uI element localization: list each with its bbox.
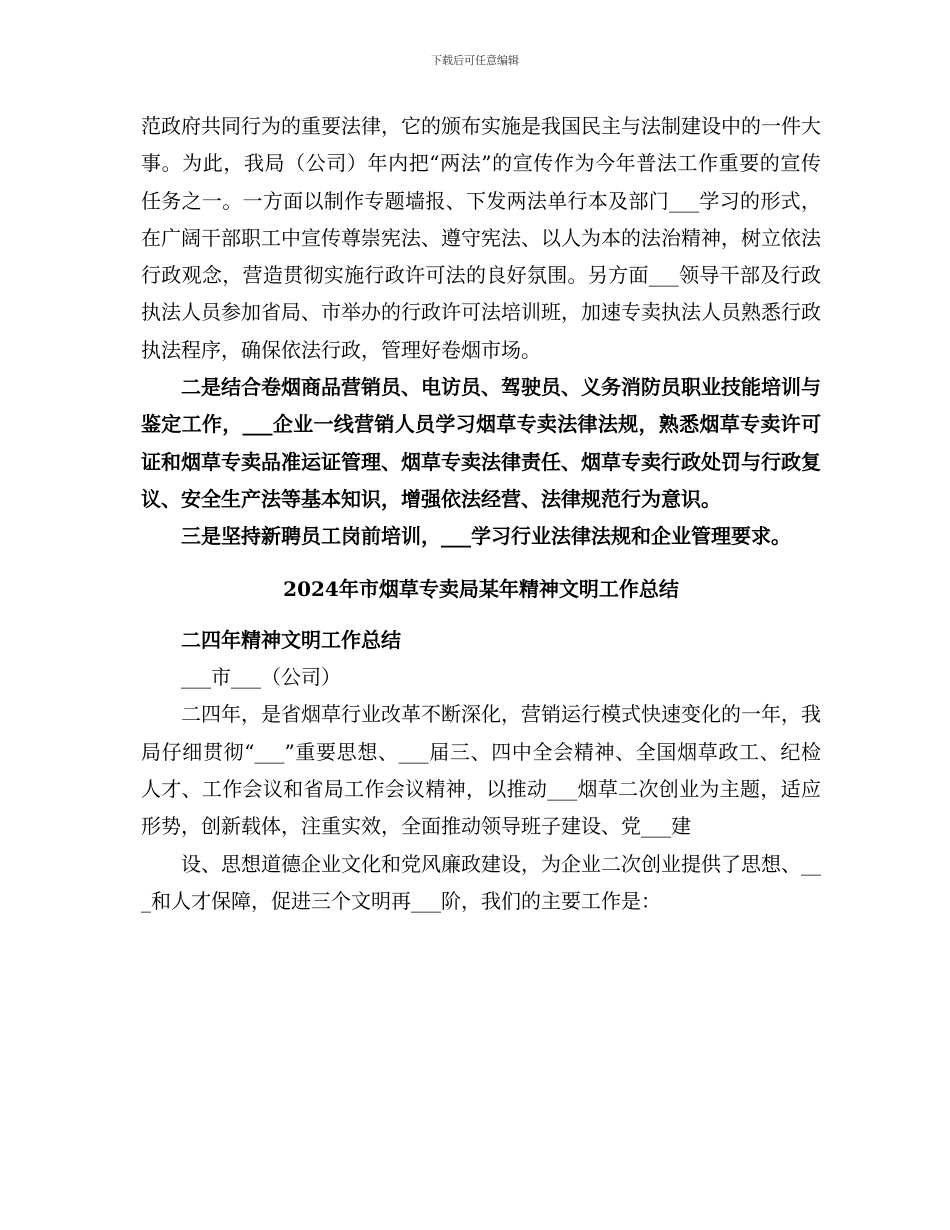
document-title: 2024年市烟草专卖局某年精神文明工作总结 [283,576,679,601]
page-header: 下载后可任意编辑 [431,54,519,67]
paragraph-skills-training: 二是结合卷烟商品营销员、电访员、驾驶员、义务消防员职业技能培训与鉴定工作，___企业一线营销人员学习烟草专卖法律法规，熟悉烟草专卖许可证和烟草专卖品准运证管理、烟草专卖法律责任、烟草专卖行政处罚与行政复议、安全生产法等基本知识，增强依法经营、法律规范行为意识。 [141,375,821,511]
paragraph-summary-intro: 二四年，是省烟草行业改革不断深化，营销运行模式快速变化的一年，我局仔细贯彻“___”重要思想、___届三、四中全会精神、全国烟草政工、纪检人才、工作会议和省局工作会议精神，以推动___烟草二次创业为主题，适应形势，创新载体，注重实效，全面推动领导班子建设、党___建 [141,702,821,839]
document-body [141,108,821,920]
organization-line: ___市___（公司） [181,665,341,690]
paragraph-new-employee-training: 三是坚持新聘员工岗前培训，___学习行业法律法规和企业管理要求。 [181,524,791,549]
paragraph-summary-continued: 设、思想道德企业文化和党风廉政建设，为企业二次创业提供了思想、___和人才保障，促进三个文明再___阶，我们的主要工作是： [141,851,821,913]
paragraph-law-publicity: 范政府共同行为的重要法律，它的颁布实施是我国民主与法制建设中的一件大事。为此，我局（公司）年内把“两法”的宣传作为今年普法工作重要的宣传任务之一。一方面以制作专题墙报、下发两法单行本及部门___学习的形式，在广阔干部职工中宣传尊崇宪法、遵守宪法、以人为本的法治精神，树立依法行政观念，营造贯彻实施行政许可法的良好氛围。另方面___领导干部及行政执法人员参加省局、市举办的行政许可法培训班，加速专卖执法人员熟悉行政执法程序，确保依法行政，管理好卷烟市场。 [141,114,821,362]
document-subtitle: 二四年精神文明工作总结 [181,627,401,652]
